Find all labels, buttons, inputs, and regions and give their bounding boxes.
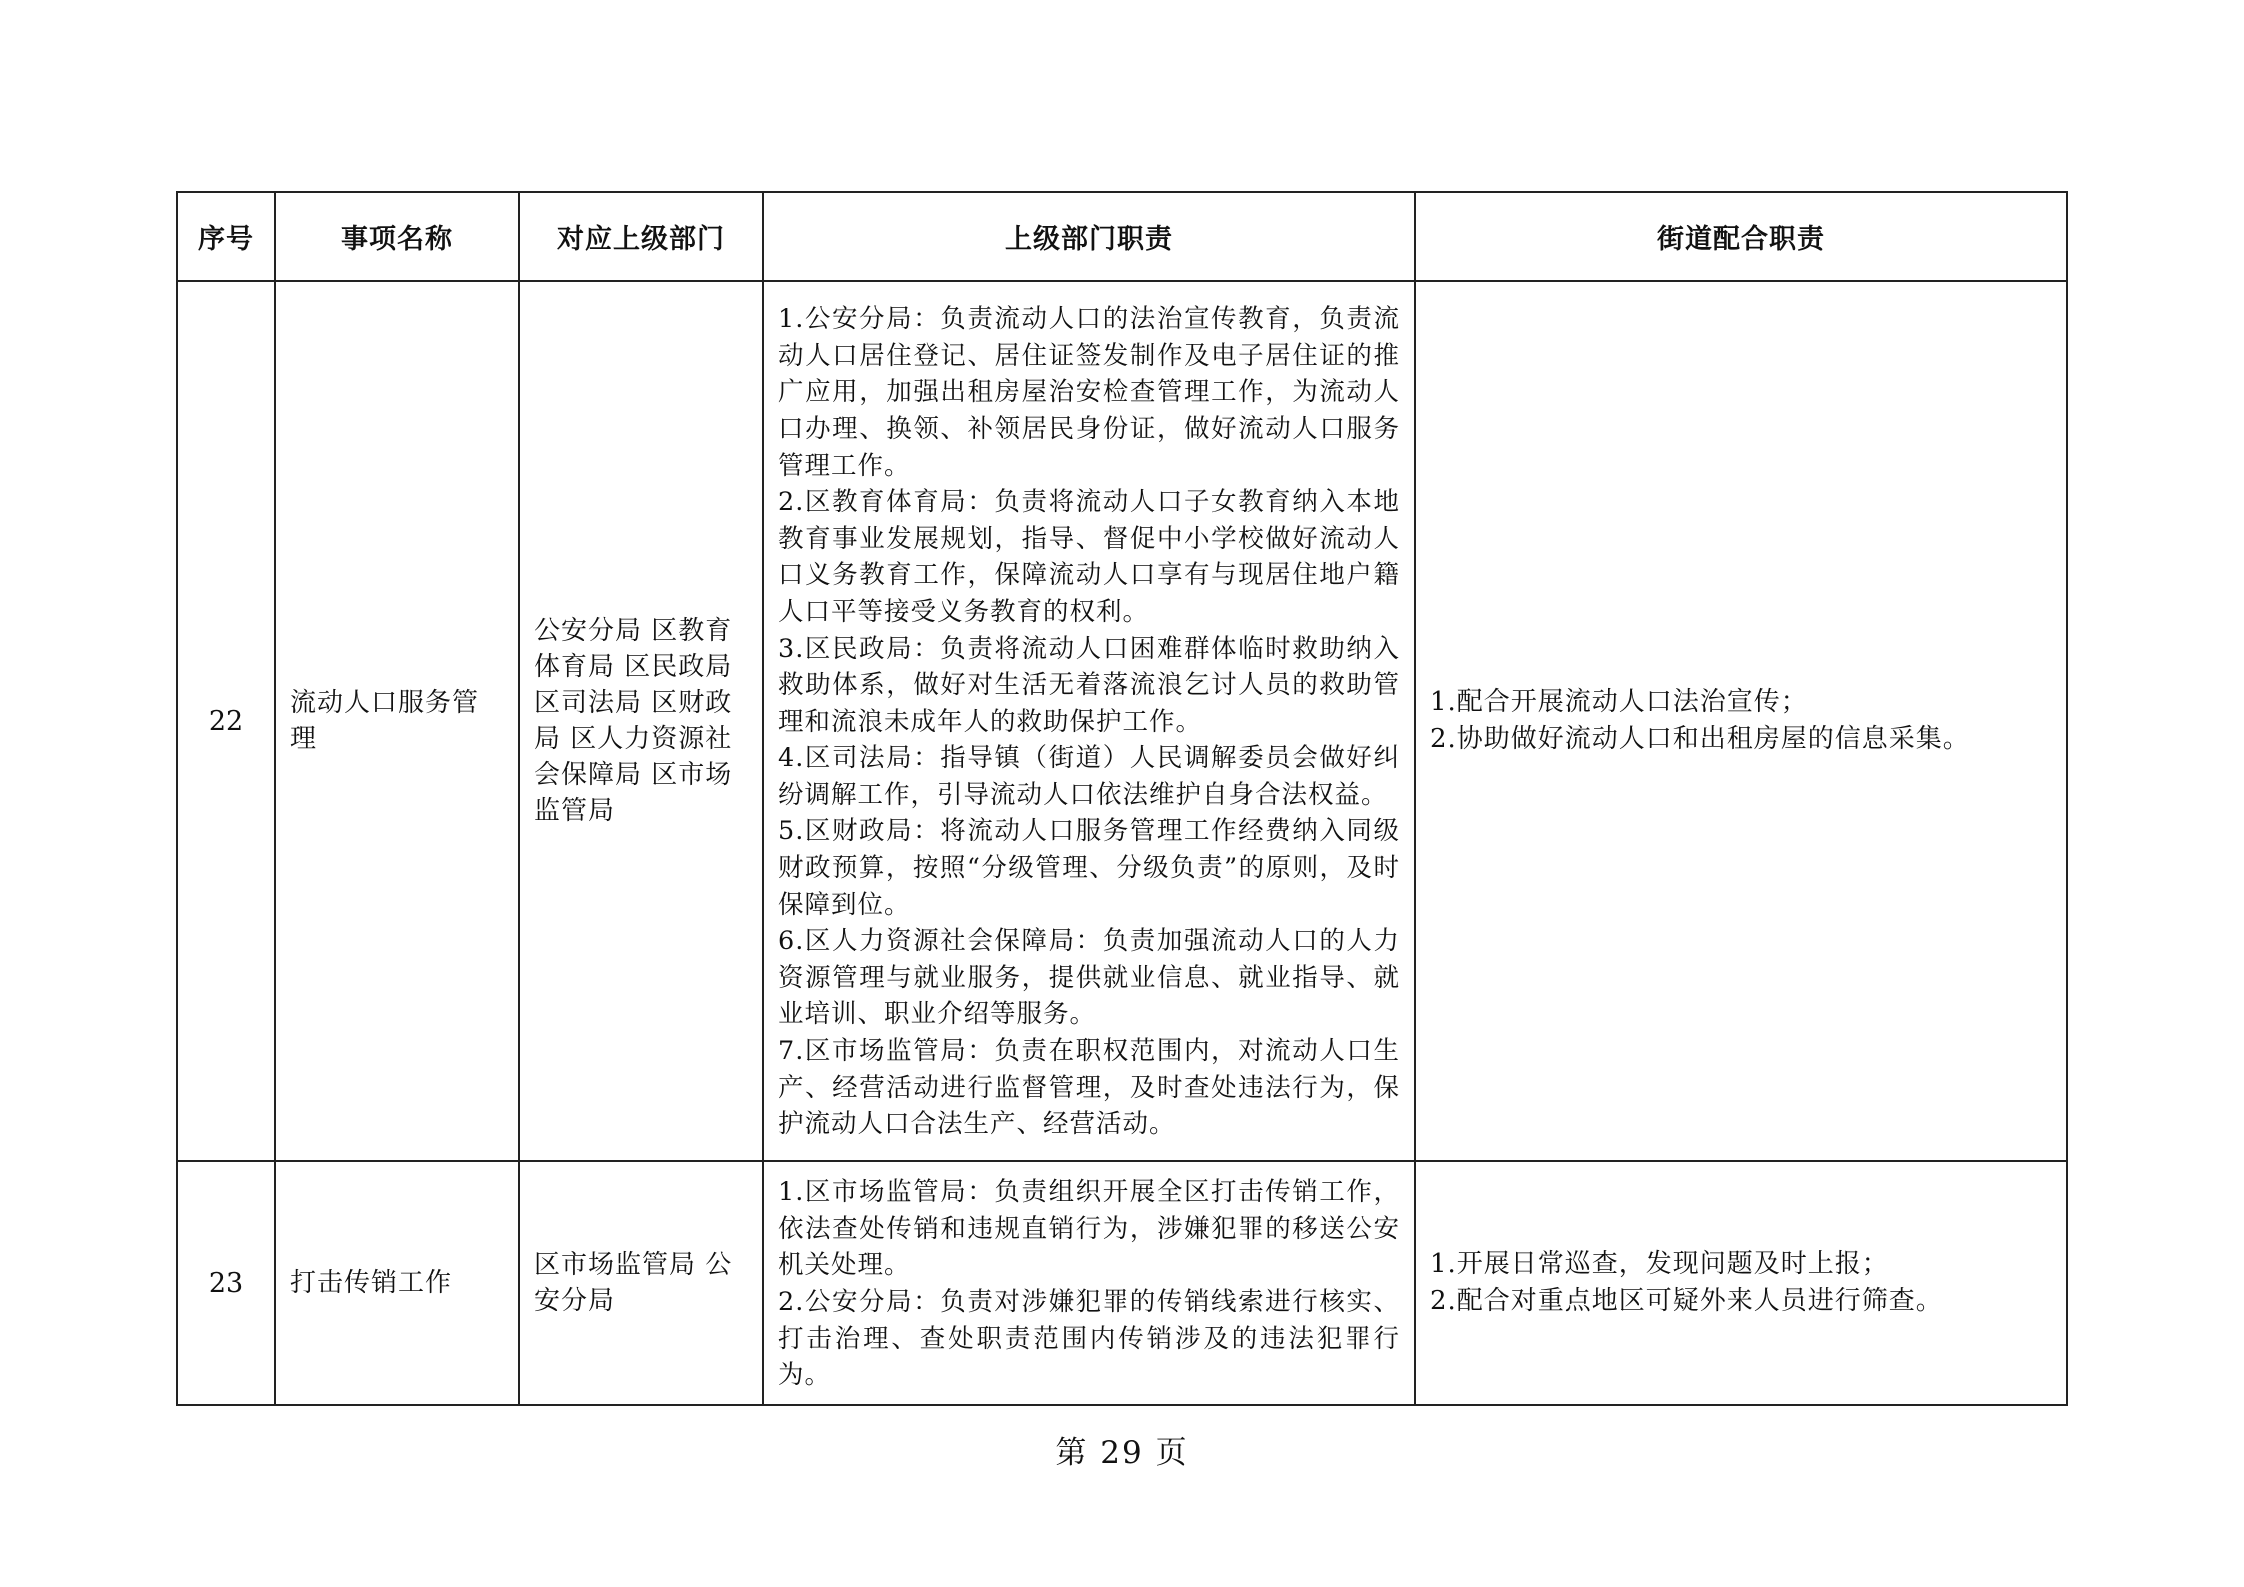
duty-item: 7.区市场监管局：负责在职权范围内，对流动人口生产、经营活动进行监督管理，及时查处违法行为，保护流动人口合法生产、经营活动。 <box>778 1036 1400 1140</box>
row-serial-number: 22 <box>177 281 275 1161</box>
duty-item: 2.区教育体育局：负责将流动人口子女教育纳入本地教育事业发展规划，指导、督促中小学校做好流动人口义务教育工作，保障流动人口享有与现居住地户籍人口平等接受义务教育的权利。 <box>778 487 1400 627</box>
row-superior-duties <box>763 1161 1415 1405</box>
header-superior-duties: 上级部门职责 <box>763 192 1415 281</box>
header-street-duties: 街道配合职责 <box>1415 192 2067 281</box>
street-duty-item: 2.配合对重点地区可疑外来人员进行筛查。 <box>1430 1286 1943 1316</box>
row-superior-duties <box>763 281 1415 1161</box>
duty-item: 3.区民政局：负责将流动人口困难群体临时救助纳入救助体系，做好对生活无着落流浪乞讨人员的救助管理和流浪未成年人的救助保护工作。 <box>778 633 1400 737</box>
duty-item: 2.公安分局：负责对涉嫌犯罪的传销线索进行核实、打击治理、查处职责范围内传销涉及的违法犯罪行为。 <box>778 1287 1400 1391</box>
row-street-duties <box>1415 281 2067 1161</box>
table-row <box>177 281 2067 1161</box>
row-item-name: 打击传销工作 <box>275 1161 519 1405</box>
street-duty-item: 1.配合开展流动人口法治宣传； <box>1430 687 1808 717</box>
duty-table <box>176 191 2068 1406</box>
row-item-name: 流动人口服务管理 <box>275 281 519 1161</box>
row-serial-number: 23 <box>177 1161 275 1405</box>
duty-item: 5.区财政局：将流动人口服务管理工作经费纳入同级财政预算，按照“分级管理、分级负责”的原则，及时保障到位。 <box>778 816 1400 920</box>
table-header-row <box>177 192 2067 281</box>
header-superior-department: 对应上级部门 <box>519 192 763 281</box>
street-duty-item: 2.协助做好流动人口和出租房屋的信息采集。 <box>1430 724 1970 754</box>
page-number: 第 29 页 <box>1055 1435 1189 1471</box>
row-departments: 区市场监管局 公安分局 <box>519 1161 763 1405</box>
header-item-name: 事项名称 <box>275 192 519 281</box>
duty-item: 6.区人力资源社会保障局：负责加强流动人口的人力资源管理与就业服务，提供就业信息、就业指导、就业培训、职业介绍等服务。 <box>778 926 1400 1030</box>
duty-item: 1.区市场监管局：负责组织开展全区打击传销工作，依法查处传销和违规直销行为，涉嫌犯罪的移送公安机关处理。 <box>778 1177 1400 1281</box>
street-duty-item: 1.开展日常巡查，发现问题及时上报； <box>1430 1249 1889 1279</box>
row-street-duties <box>1415 1161 2067 1405</box>
table-row <box>177 1161 2067 1405</box>
duty-item: 4.区司法局：指导镇（街道）人民调解委员会做好纠纷调解工作，引导流动人口依法维护自身合法权益。 <box>778 743 1400 810</box>
row-departments: 公安分局 区教育体育局 区民政局 区司法局 区财政局 区人力资源社会保障局 区市场监管局 <box>519 281 763 1161</box>
duty-item: 1.公安分局：负责流动人口的法治宣传教育，负责流动人口居住登记、居住证签发制作及电子居住证的推广应用，加强出租房屋治安检查管理工作，为流动人口办理、换领、补领居民身份证，做好流动人口服务管理工作。 <box>778 304 1400 481</box>
header-serial-number: 序号 <box>177 192 275 281</box>
